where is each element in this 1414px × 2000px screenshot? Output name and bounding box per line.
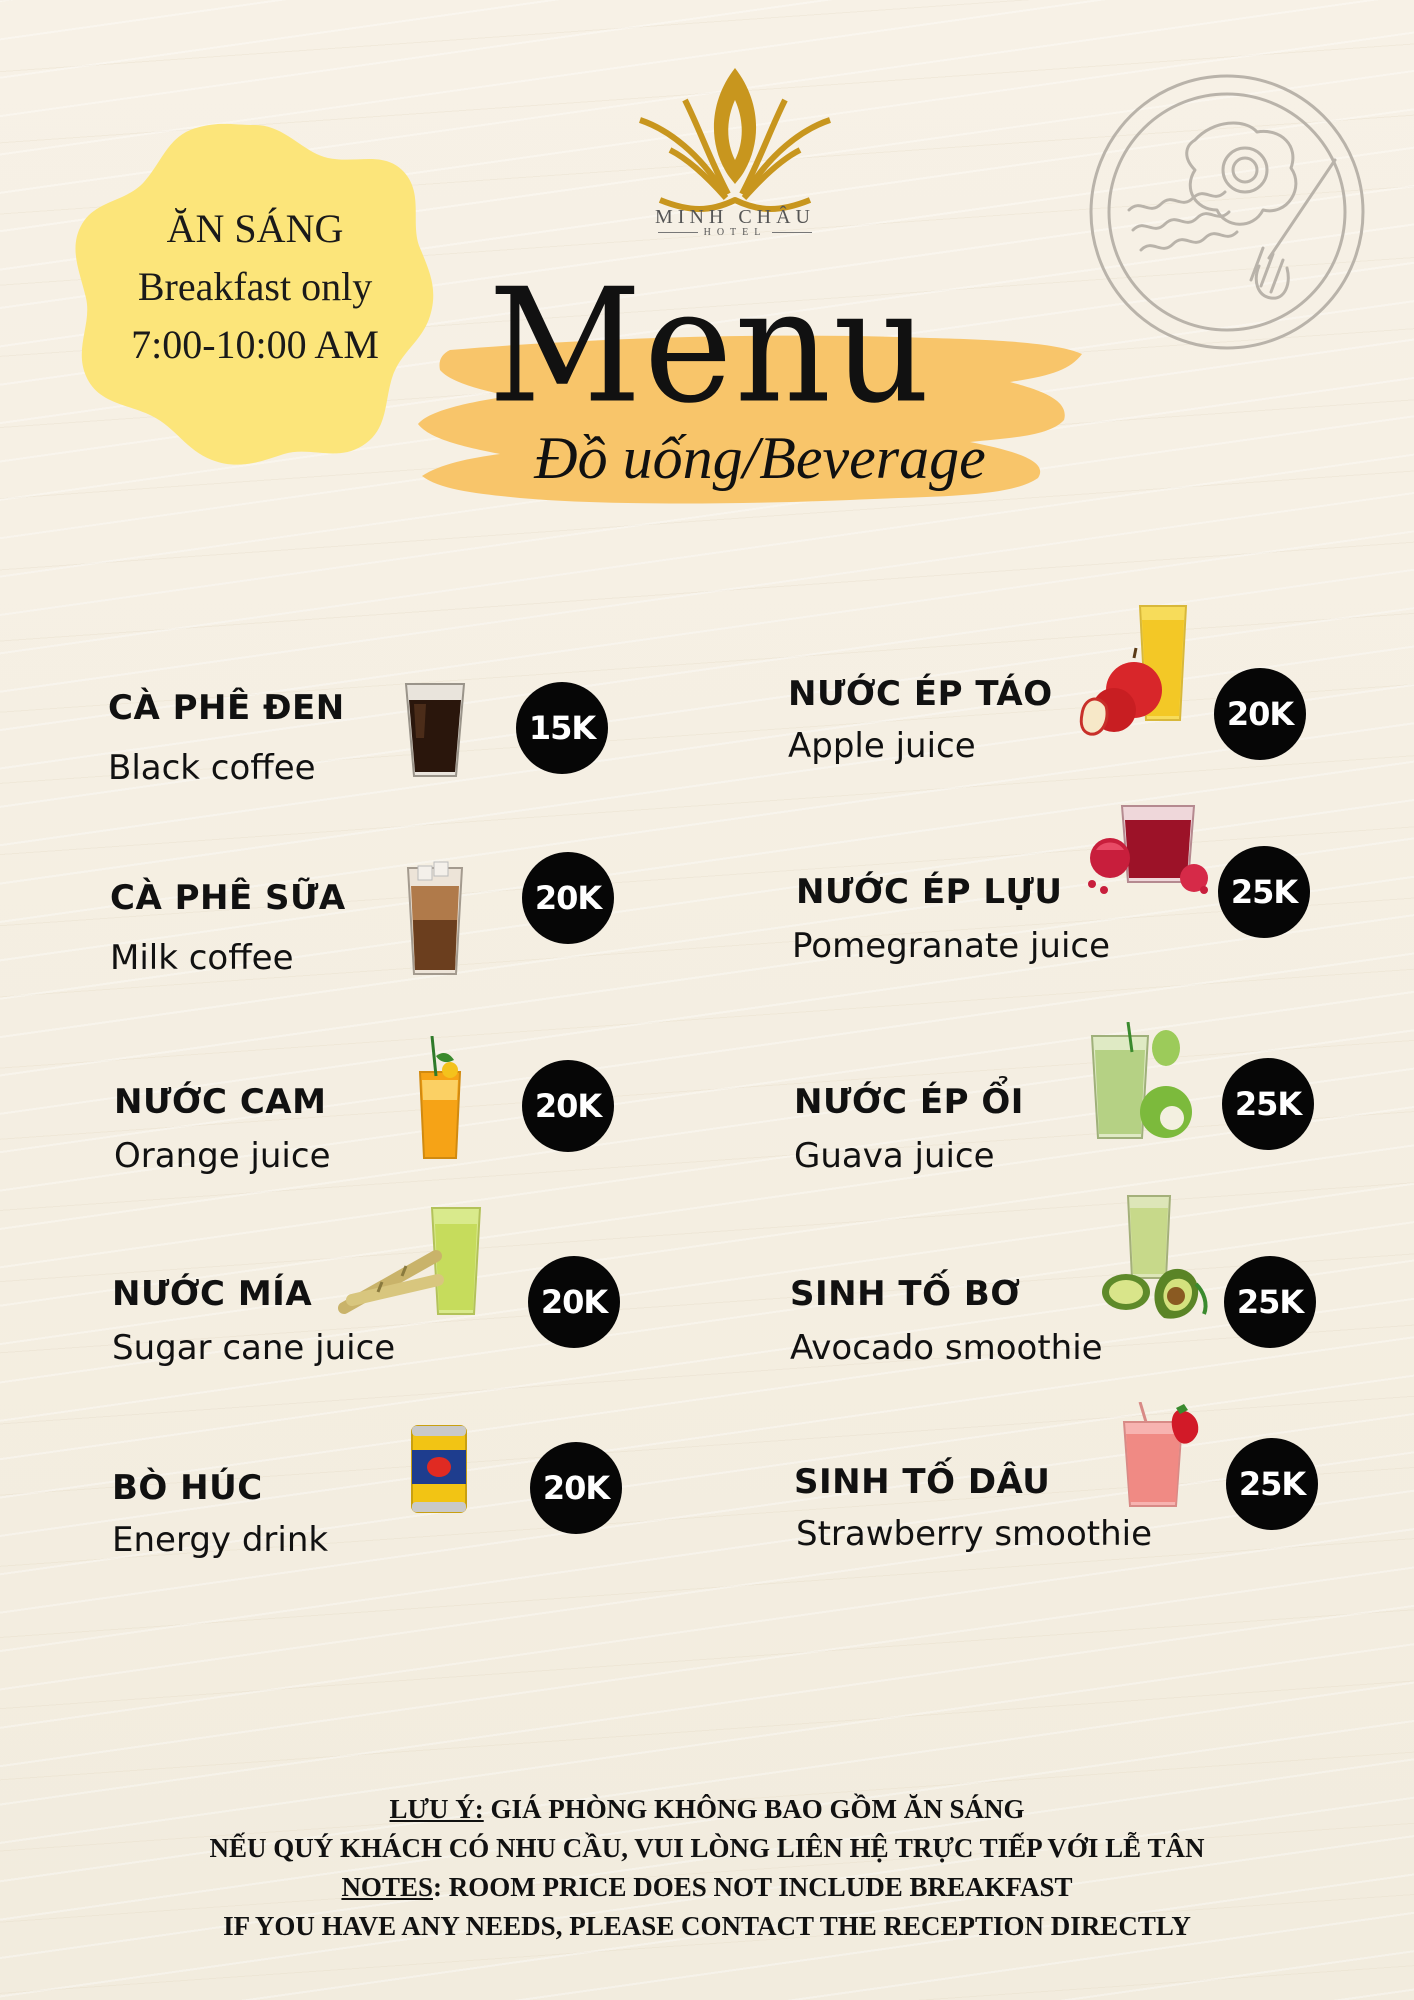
item-english: Orange juice	[114, 1136, 331, 1176]
item-name: NƯỚC ÉP TÁO	[788, 674, 1053, 714]
badge-line-3: 7:00-10:00 AM	[131, 322, 379, 367]
price-badge: 20K	[528, 1256, 620, 1348]
item-name: CÀ PHÊ ĐEN	[108, 688, 345, 728]
item-name: NƯỚC MÍA	[112, 1274, 313, 1314]
orange-juice-glass-icon	[410, 1036, 470, 1162]
note-line-4: IF YOU HAVE ANY NEEDS, PLEASE CONTACT THE RECEPTION DIRECTLY	[223, 1911, 1191, 1941]
item-name: SINH TỐ BƠ	[790, 1274, 1021, 1314]
brand-sub: HOTEL	[600, 227, 870, 238]
item-name: BÒ HÚC	[112, 1468, 263, 1508]
item-name: NƯỚC ÉP ỔI	[794, 1082, 1024, 1122]
price-badge: 20K	[1214, 668, 1306, 760]
energy-drink-can-icon	[406, 1420, 472, 1516]
item-english: Milk coffee	[110, 938, 294, 978]
notes-section	[130, 1790, 1284, 1946]
strawberry-smoothie-icon	[1118, 1402, 1202, 1510]
pomegranate-juice-icon	[1082, 802, 1212, 898]
note-line-2: NẾU QUÝ KHÁCH CÓ NHU CẦU, VUI LÒNG LIÊN HỆ TRỰC TIẾP VỚI LỄ TÂN	[209, 1833, 1205, 1863]
price-badge: 20K	[522, 1060, 614, 1152]
item-english: Energy drink	[112, 1520, 329, 1560]
item-english: Black coffee	[108, 748, 316, 788]
price-badge: 25K	[1226, 1438, 1318, 1530]
note-line-1	[130, 1790, 1284, 1829]
breakfast-plate-icon	[1085, 70, 1370, 355]
apple-juice-icon	[1076, 602, 1190, 742]
menu-subtitle: Đồ uống/Beverage	[534, 425, 986, 491]
avocado-smoothie-icon	[1100, 1192, 1210, 1320]
price-badge: 15K	[516, 682, 608, 774]
hotel-brand	[600, 206, 870, 238]
item-english: Pomegranate juice	[792, 926, 1111, 966]
price-badge: 20K	[530, 1442, 622, 1534]
item-english: Sugar cane juice	[112, 1328, 396, 1368]
note-text-1: GIÁ PHÒNG KHÔNG BAO GỒM ĂN SÁNG	[483, 1794, 1025, 1824]
breakfast-badge-text	[70, 200, 440, 374]
item-name: NƯỚC CAM	[114, 1082, 327, 1122]
item-name: CÀ PHÊ SỮA	[110, 878, 346, 918]
note-label-vi: LƯU Ý:	[389, 1794, 484, 1824]
price-badge: 20K	[522, 852, 614, 944]
price-badge: 25K	[1222, 1058, 1314, 1150]
price-badge: 25K	[1224, 1256, 1316, 1348]
item-english: Avocado smoothie	[790, 1328, 1103, 1368]
item-english: Guava juice	[794, 1136, 995, 1176]
item-english: Strawberry smoothie	[796, 1514, 1153, 1554]
sugar-cane-juice-icon	[338, 1204, 484, 1318]
badge-line-1: ĂN SÁNG	[166, 206, 344, 251]
note-label-en: NOTES	[341, 1872, 433, 1902]
guava-juice-icon	[1088, 1022, 1194, 1142]
milk-coffee-glass-icon	[404, 858, 466, 978]
item-name: SINH TỐ DÂU	[794, 1462, 1051, 1502]
brand-name: MINH CHÂU	[655, 206, 815, 228]
item-name: NƯỚC ÉP LỰU	[796, 872, 1063, 912]
item-english: Apple juice	[788, 726, 976, 766]
black-coffee-glass-icon	[400, 678, 470, 780]
badge-line-2: Breakfast only	[137, 264, 373, 309]
note-text-3: : ROOM PRICE DOES NOT INCLUDE BREAKFAST	[432, 1872, 1073, 1902]
price-badge: 25K	[1218, 846, 1310, 938]
menu-title: Menu	[488, 255, 932, 439]
note-line-3	[130, 1868, 1284, 1907]
